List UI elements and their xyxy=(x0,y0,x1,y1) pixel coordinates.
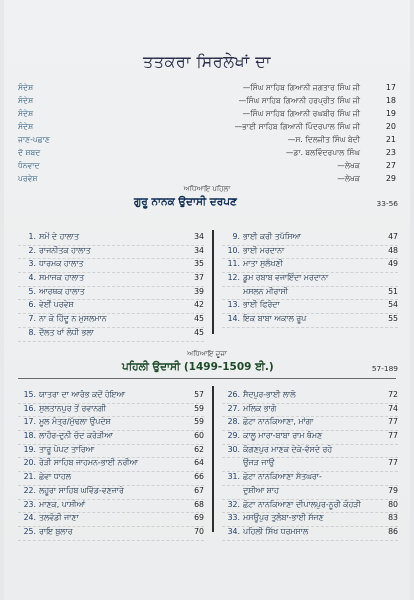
entry-number: 18. xyxy=(23,431,36,441)
chapter1-range: 33-56 xyxy=(376,199,398,208)
front-matter-label: ਸੰਦੇਸ਼ xyxy=(18,96,34,105)
toc-entry xyxy=(222,500,398,514)
entry-number: 14. xyxy=(227,314,240,324)
toc-entry xyxy=(222,486,398,500)
entry-number: 1. xyxy=(28,232,36,241)
entry-number: 33. xyxy=(227,513,240,523)
entry-page: 49 xyxy=(388,259,398,269)
chapter2-left-column xyxy=(18,390,204,541)
chapter1-title: ਗੁਰੂ ਨਾਨਕ ਉਦਾਸੀ ਦਰਪਣ xyxy=(134,196,237,208)
entry-title: ਛੋਟਾ ਨਾਨਕਿਆਣਾ ਦੀਪਾਲਪੁਰ-ਨੂਰੀ ਕੋਹੜੀ xyxy=(243,499,361,509)
entry-title: ਦੁਸ਼ੀਆ ਸ਼ਾਹ xyxy=(243,485,279,495)
chapter2-title: ਪਹਿਲੀ ਉਦਾਸੀ (1499-1509 ਈ.) xyxy=(122,361,274,373)
front-matter-row xyxy=(18,148,396,161)
entry-number: 24. xyxy=(23,513,36,523)
toc-entry xyxy=(222,246,398,260)
entry-title: ਸਮਾਜਕ ਹਾਲਾਤ xyxy=(39,273,84,283)
entry-title: ਸਮੇਂ ਦੇ ਹਾਲਾਤ xyxy=(39,232,79,241)
toc-entry xyxy=(222,417,398,431)
toc-entry xyxy=(18,445,204,459)
entry-title: ਉਜੜ ਜਾਉ xyxy=(243,458,275,468)
toc-entry xyxy=(222,273,398,287)
toc-entry xyxy=(18,500,204,514)
chapter1-right-column xyxy=(222,232,398,328)
entry-number: 34. xyxy=(227,526,240,536)
front-matter-label: ਸੰਦੇਸ਼ xyxy=(18,109,34,118)
entry-number: 7. xyxy=(28,314,36,324)
front-matter-author: —ਲੇਖਕ xyxy=(337,161,360,170)
front-matter-row xyxy=(18,161,396,174)
entry-number: 32. xyxy=(227,499,240,509)
entry-number: 9. xyxy=(232,232,240,241)
entry-title: ਮਾਣਕ, ਪਾਸੀਆਂ xyxy=(39,499,86,509)
entry-page: 68 xyxy=(194,499,204,509)
entry-page: 45 xyxy=(194,314,204,324)
entry-number: 25. xyxy=(23,526,36,536)
page-title: ਤਤਕਰਾ ਸਿਰਲੇਖਾਂ ਦਾ xyxy=(143,52,271,71)
front-matter-page: 18 xyxy=(385,96,396,105)
entry-number: 5. xyxy=(28,286,36,296)
front-matter-list xyxy=(18,83,396,187)
toc-entry xyxy=(222,513,398,527)
front-matter-row xyxy=(18,109,396,122)
entry-page: 59 xyxy=(194,403,204,413)
entry-number: 8. xyxy=(28,327,36,337)
front-matter-page: 29 xyxy=(385,174,396,183)
front-matter-page: 21 xyxy=(385,135,396,144)
toc-entry xyxy=(18,273,204,287)
entry-title: ਭਾਈ ਮਰਦਾਨਾ xyxy=(243,245,285,255)
chapter2-right-column xyxy=(222,390,398,541)
entry-page: 60 xyxy=(194,431,204,441)
front-matter-row xyxy=(18,122,396,135)
entry-page: 47 xyxy=(388,232,398,241)
chapter1-left-column xyxy=(18,232,204,342)
entry-title: ਵੇਈਂ ਪਰਵੇਸ਼ xyxy=(39,300,74,310)
entry-number: 30. xyxy=(227,444,240,454)
toc-entry xyxy=(18,314,204,328)
entry-title: ਇਕ ਬਾਬਾ ਅਕਾਲ ਰੂਪ xyxy=(243,314,307,324)
entry-number: 21. xyxy=(23,472,36,482)
entry-page: 34 xyxy=(194,245,204,255)
toc-entry xyxy=(222,390,398,404)
toc-entry xyxy=(222,431,398,445)
entry-title: ਕੰਗਣਪੁਰ ਮਾਣਕ ਦੇਕੇ-ਵੱਸਦੇ ਰਹੋ xyxy=(243,444,333,454)
column-divider xyxy=(212,230,214,334)
entry-number: 2. xyxy=(28,245,36,255)
entry-page: 62 xyxy=(194,444,204,454)
entry-title: ਮਸਊਪੁਰ ਤੁਲੰਬਾ-ਭਾਈ ਸੱਜਣ xyxy=(243,513,324,523)
toc-entry xyxy=(18,328,204,342)
front-matter-page: 17 xyxy=(385,83,396,92)
entry-page: 59 xyxy=(194,417,204,427)
front-matter-page: 23 xyxy=(385,148,396,157)
front-matter-row xyxy=(18,96,396,109)
front-matter-author: —ਸਿੰਘ ਸਾਹਿਬ ਗਿਆਨੀ ਜਗਤਾਰ ਸਿੰਘ ਜੀ xyxy=(242,83,360,92)
entry-title: ਛੋਟਾ ਨਾਨਕਿਆਣਾ ਸੱਤਘਰਾ- xyxy=(243,472,322,482)
entry-page: 57 xyxy=(194,390,204,399)
entry-title: ਡੂਮ ਰਬਾਬ ਵਜਾਇੰਦਾ ਮਰਦਾਨਾ xyxy=(243,273,329,283)
toc-entry xyxy=(18,390,204,404)
entry-title: ਪਹਿਲੀ ਸਿੱਖ ਧਰਮਸਾਲ xyxy=(243,526,309,536)
entry-page: 35 xyxy=(194,259,204,269)
entry-number: 17. xyxy=(23,417,36,427)
entry-title: ਮਸਲਨ ਮੀਰਾਸੀ xyxy=(243,286,289,296)
entry-page: 64 xyxy=(194,458,204,468)
entry-page: 70 xyxy=(194,526,204,536)
entry-title: ਰਾਇ ਬੁਲਾਰ xyxy=(39,526,73,536)
entry-page: 34 xyxy=(194,232,204,241)
front-matter-author: —ਲੇਖਕ xyxy=(337,174,360,183)
entry-title: ਲਹੂਰਾ ਸਾਹਿਬ ਘਵਿੰਡ-ਵਣਜਾਰੇ xyxy=(39,485,124,495)
entry-number: 27. xyxy=(227,403,240,413)
toc-entry xyxy=(18,300,204,314)
entry-page: 67 xyxy=(194,485,204,495)
entry-page: 77 xyxy=(388,431,398,441)
entry-number: 6. xyxy=(28,300,36,310)
entry-title: ਮੂਲ ਮੰਤ੍ਰ/ਮੁੱਢਲਾ ਉਪਦੇਸ਼ xyxy=(39,417,111,427)
front-matter-author: —ਸਿੰਘ ਸਾਹਿਬ ਗਿਆਨੀ ਰਘਬੀਰ ਸਿੰਘ ਜੀ xyxy=(242,109,360,118)
toc-entry xyxy=(222,259,398,273)
toc-entry xyxy=(18,287,204,301)
entry-number: 10. xyxy=(227,245,240,255)
entry-page: 39 xyxy=(194,286,204,296)
entry-page: 77 xyxy=(388,417,398,427)
entry-number: 15. xyxy=(23,390,36,399)
entry-number: 23. xyxy=(23,499,36,509)
entry-title: ਯਾਤਰਾ ਦਾ ਆਰੰਭ ਕਦੋਂ ਹੋਇਆ xyxy=(39,390,125,399)
entry-title: ਭਾਈ ਕਰੀ ਤਪੱਸਿਆ xyxy=(243,232,301,241)
entry-page: 74 xyxy=(388,403,398,413)
entry-title: ਮਲਿਕ ਭਾਗੋ xyxy=(243,403,277,413)
chapter2-rule xyxy=(18,378,396,379)
entry-title: ਆਰਥਕ ਹਾਲਾਤ xyxy=(39,286,85,296)
front-matter-author: —ਡਾ. ਬਲਵਿੰਦਰਪਾਲ ਸਿੰਘ xyxy=(285,148,360,157)
entry-title: ਸੁਲਤਾਨਪੁਰ ਤੋਂ ਰਵਾਨਗੀ xyxy=(39,403,106,413)
entry-page: 37 xyxy=(194,273,204,283)
toc-entry xyxy=(222,404,398,418)
entry-page: 45 xyxy=(194,327,204,337)
entry-number: 13. xyxy=(227,300,240,310)
toc-entry xyxy=(18,417,204,431)
toc-entry xyxy=(222,472,398,486)
entry-page: 72 xyxy=(388,390,398,399)
entry-number: 3. xyxy=(28,259,36,269)
entry-page: 48 xyxy=(388,245,398,255)
entry-title: ਧਾਰਮਕ ਹਾਲਾਤ xyxy=(39,259,84,269)
toc-entry xyxy=(222,314,398,328)
entry-page: 42 xyxy=(194,300,204,310)
toc-entry xyxy=(18,513,204,527)
front-matter-label: ਸੰਦੇਸ਼ xyxy=(18,83,34,92)
entry-title: ਛੋਟਾ ਨਾਨਕਿਆਣਾ, ਮਾਂਗਾ xyxy=(243,417,314,427)
entry-page: 77 xyxy=(388,458,398,468)
entry-number: 20. xyxy=(23,458,36,468)
entry-title: ਕਾਲੂ ਮਾਰਾ-ਬਾਬਾ ਰਾਮ ਥੰਮਣ xyxy=(243,431,323,441)
entry-page: 86 xyxy=(388,526,398,536)
front-matter-label: ਦੋ ਸ਼ਬਦ xyxy=(18,148,41,157)
front-matter-page: 27 xyxy=(385,161,396,170)
entry-number: 26. xyxy=(227,390,240,399)
toc-entry xyxy=(18,404,204,418)
front-matter-label: ਜਾਣ-ਪਛਾਣ xyxy=(18,135,50,144)
chapter2-label: ਅਧਿਆਇ ਦੂਜਾ xyxy=(187,350,227,358)
entry-page: 79 xyxy=(388,485,398,495)
entry-page: 55 xyxy=(388,314,398,324)
toc-entry xyxy=(18,431,204,445)
toc-entry xyxy=(18,259,204,273)
entry-page: 69 xyxy=(194,513,204,523)
entry-number: 4. xyxy=(28,273,36,283)
entry-title: ਤਾਰੂ ਪੋਪਟ ਤਾਰਿਆ xyxy=(39,444,95,454)
toc-entry xyxy=(222,445,398,459)
toc-entry xyxy=(222,458,398,472)
toc-entry xyxy=(18,232,204,246)
toc-entry xyxy=(222,300,398,314)
entry-number: 11. xyxy=(227,259,240,269)
entry-title: ਛੇਵਾ ਧਾਹਲ xyxy=(39,472,71,482)
entry-number: 22. xyxy=(23,485,36,495)
column-divider-2 xyxy=(212,386,214,532)
toc-entry xyxy=(18,472,204,486)
entry-title: ਸੈਦਪੁਰ-ਭਾਈ ਲਾਲੋ xyxy=(243,390,296,399)
chapter1-label: ਅਧਿਆਇ ਪਹਿਲਾ xyxy=(183,185,231,193)
front-matter-row xyxy=(18,83,396,96)
entry-title: ਦੌਲਤ ਖਾਂ ਲੋਧੀ ਭਲਾ xyxy=(39,327,94,337)
entry-page: 80 xyxy=(388,499,398,509)
entry-page: 83 xyxy=(388,513,398,523)
entry-page: 66 xyxy=(194,472,204,482)
front-matter-author: —ਸ. ਦਿਲਜੀਤ ਸਿੰਘ ਬੇਦੀ xyxy=(287,135,360,144)
entry-title: ਨਾ ਕੋ ਹਿੰਦੂ ਨ ਮੁਸਲਮਾਨ xyxy=(39,314,107,324)
entry-title: ਭਾਈ ਫਿਰੰਦਾ xyxy=(243,300,280,310)
entry-number: 16. xyxy=(23,403,36,413)
front-matter-label: ਸੰਦੇਸ਼ xyxy=(18,122,34,131)
entry-page: 51 xyxy=(388,286,398,296)
toc-entry xyxy=(18,486,204,500)
entry-number: 19. xyxy=(23,444,36,454)
toc-page xyxy=(4,0,410,600)
toc-entry xyxy=(222,527,398,541)
entry-title: ਰਾਜਨੀਤਕ ਹਾਲਾਤ xyxy=(39,245,91,255)
entry-title: ਮਾਤਾ ਸੁਲੱਖਣੀ xyxy=(243,259,283,269)
entry-number: 12. xyxy=(227,273,240,283)
toc-entry xyxy=(222,287,398,301)
toc-entry xyxy=(18,527,204,541)
entry-title: ਤਲਵੰਡੀ ਜਾਣਾ xyxy=(39,513,79,523)
front-matter-page: 20 xyxy=(385,122,396,131)
front-matter-row xyxy=(18,135,396,148)
entry-title: ਲਾਹੌਰ-ਦੁਨੀ ਚੰਦ ਕਰੋੜੀਆ xyxy=(39,431,113,441)
entry-number: 29. xyxy=(227,431,240,441)
front-matter-page: 19 xyxy=(385,109,396,118)
entry-number: 31. xyxy=(227,472,240,482)
entry-number: 28. xyxy=(227,417,240,427)
front-matter-author: —ਭਾਈ ਸਾਹਿਬ ਗਿਆਨੀ ਪਿੰਦਰਪਾਲ ਸਿੰਘ ਜੀ xyxy=(234,122,360,131)
front-matter-author: —ਸਿੰਘ ਸਾਹਿਬ ਗਿਆਨੀ ਹਰਪ੍ਰੀਤ ਸਿੰਘ ਜੀ xyxy=(238,96,360,105)
toc-entry xyxy=(222,232,398,246)
toc-entry xyxy=(18,246,204,260)
front-matter-label: ਧੰਨਵਾਦ xyxy=(18,161,40,170)
front-matter-label: ਪਰਵੇਸ਼ xyxy=(18,174,38,183)
entry-title: ਰੋੜੀ ਸਾਹਿਬ ਜਾਹਮਨ-ਭਾਈ ਨਰੀਆ xyxy=(39,458,138,468)
chapter2-range: 57-189 xyxy=(371,364,398,373)
entry-page: 54 xyxy=(388,300,398,310)
toc-entry xyxy=(18,458,204,472)
